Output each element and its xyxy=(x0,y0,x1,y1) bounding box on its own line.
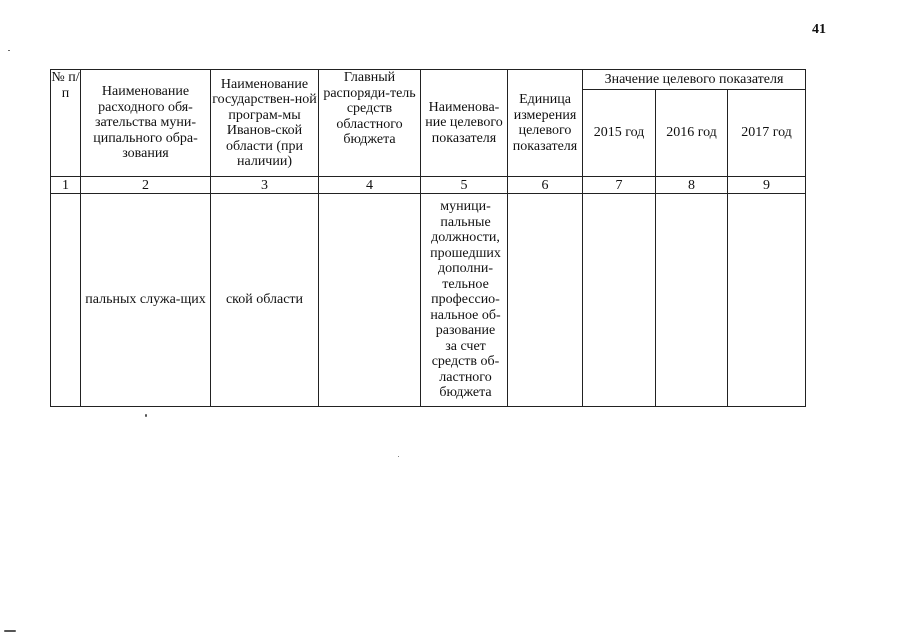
column-number-4: 4 xyxy=(319,177,421,194)
indicator-line: должности, xyxy=(431,230,500,246)
indicator-line: разование xyxy=(435,323,496,339)
header-year-2015: 2015 год xyxy=(583,90,656,177)
scan-speck xyxy=(8,50,10,51)
cell-indicator-name xyxy=(421,194,508,407)
column-number-6: 6 xyxy=(508,177,583,194)
header-indicator-name: Наименова-ние целевого показателя xyxy=(421,70,508,177)
indicator-line: нальное об- xyxy=(430,307,501,323)
header-state-program: Наименование государствен-ной програм-мы Иванов-ской области (при наличии) xyxy=(211,70,319,177)
indicator-line: ластного xyxy=(439,369,492,385)
page-number: 41 xyxy=(812,22,826,37)
column-number-8: 8 xyxy=(656,177,728,194)
cell-value-2015 xyxy=(583,194,656,407)
indicator-line: муници- xyxy=(440,199,491,215)
header-chief-administrator: Главный распоряди-тель средств областного бюджета xyxy=(319,70,421,177)
cell-value-2017 xyxy=(728,194,806,407)
cell-value-2016 xyxy=(656,194,728,407)
indicator-line: бюджета xyxy=(439,385,492,401)
cell-unit xyxy=(508,194,583,407)
target-indicator-table xyxy=(50,69,806,407)
cell-expense-obligation: пальных служа-щих xyxy=(81,194,211,407)
column-number-9: 9 xyxy=(728,177,806,194)
indicator-line: дополни- xyxy=(437,261,494,277)
column-number-7: 7 xyxy=(583,177,656,194)
indicator-line: за счет xyxy=(445,338,486,354)
header-indicator-value-group: Значение целевого показателя xyxy=(583,70,806,90)
column-number-5: 5 xyxy=(421,177,508,194)
cell-chief-administrator xyxy=(319,194,421,407)
indicator-line: тельное xyxy=(442,276,489,292)
scan-speck xyxy=(145,414,147,417)
cell-number xyxy=(51,194,81,407)
column-number-1: 1 xyxy=(51,177,81,194)
header-expense-obligation: Наименование расходного обя-зательства муни-ципального обра-зования xyxy=(81,70,211,177)
column-number-3: 3 xyxy=(211,177,319,194)
header-year-2017: 2017 год xyxy=(728,90,806,177)
indicator-line: профессио- xyxy=(431,292,500,308)
scan-speck xyxy=(4,630,16,632)
cell-state-program: ской области xyxy=(211,194,319,407)
indicator-line: пальные xyxy=(440,214,491,230)
indicator-line: прошедших xyxy=(430,245,501,261)
header-unit: Единица измерения целевого показателя xyxy=(508,70,583,177)
indicator-line: средств об- xyxy=(431,354,500,370)
header-number: № п/п xyxy=(51,70,81,177)
column-number-2: 2 xyxy=(81,177,211,194)
scan-speck xyxy=(398,456,399,457)
header-year-2016: 2016 год xyxy=(656,90,728,177)
